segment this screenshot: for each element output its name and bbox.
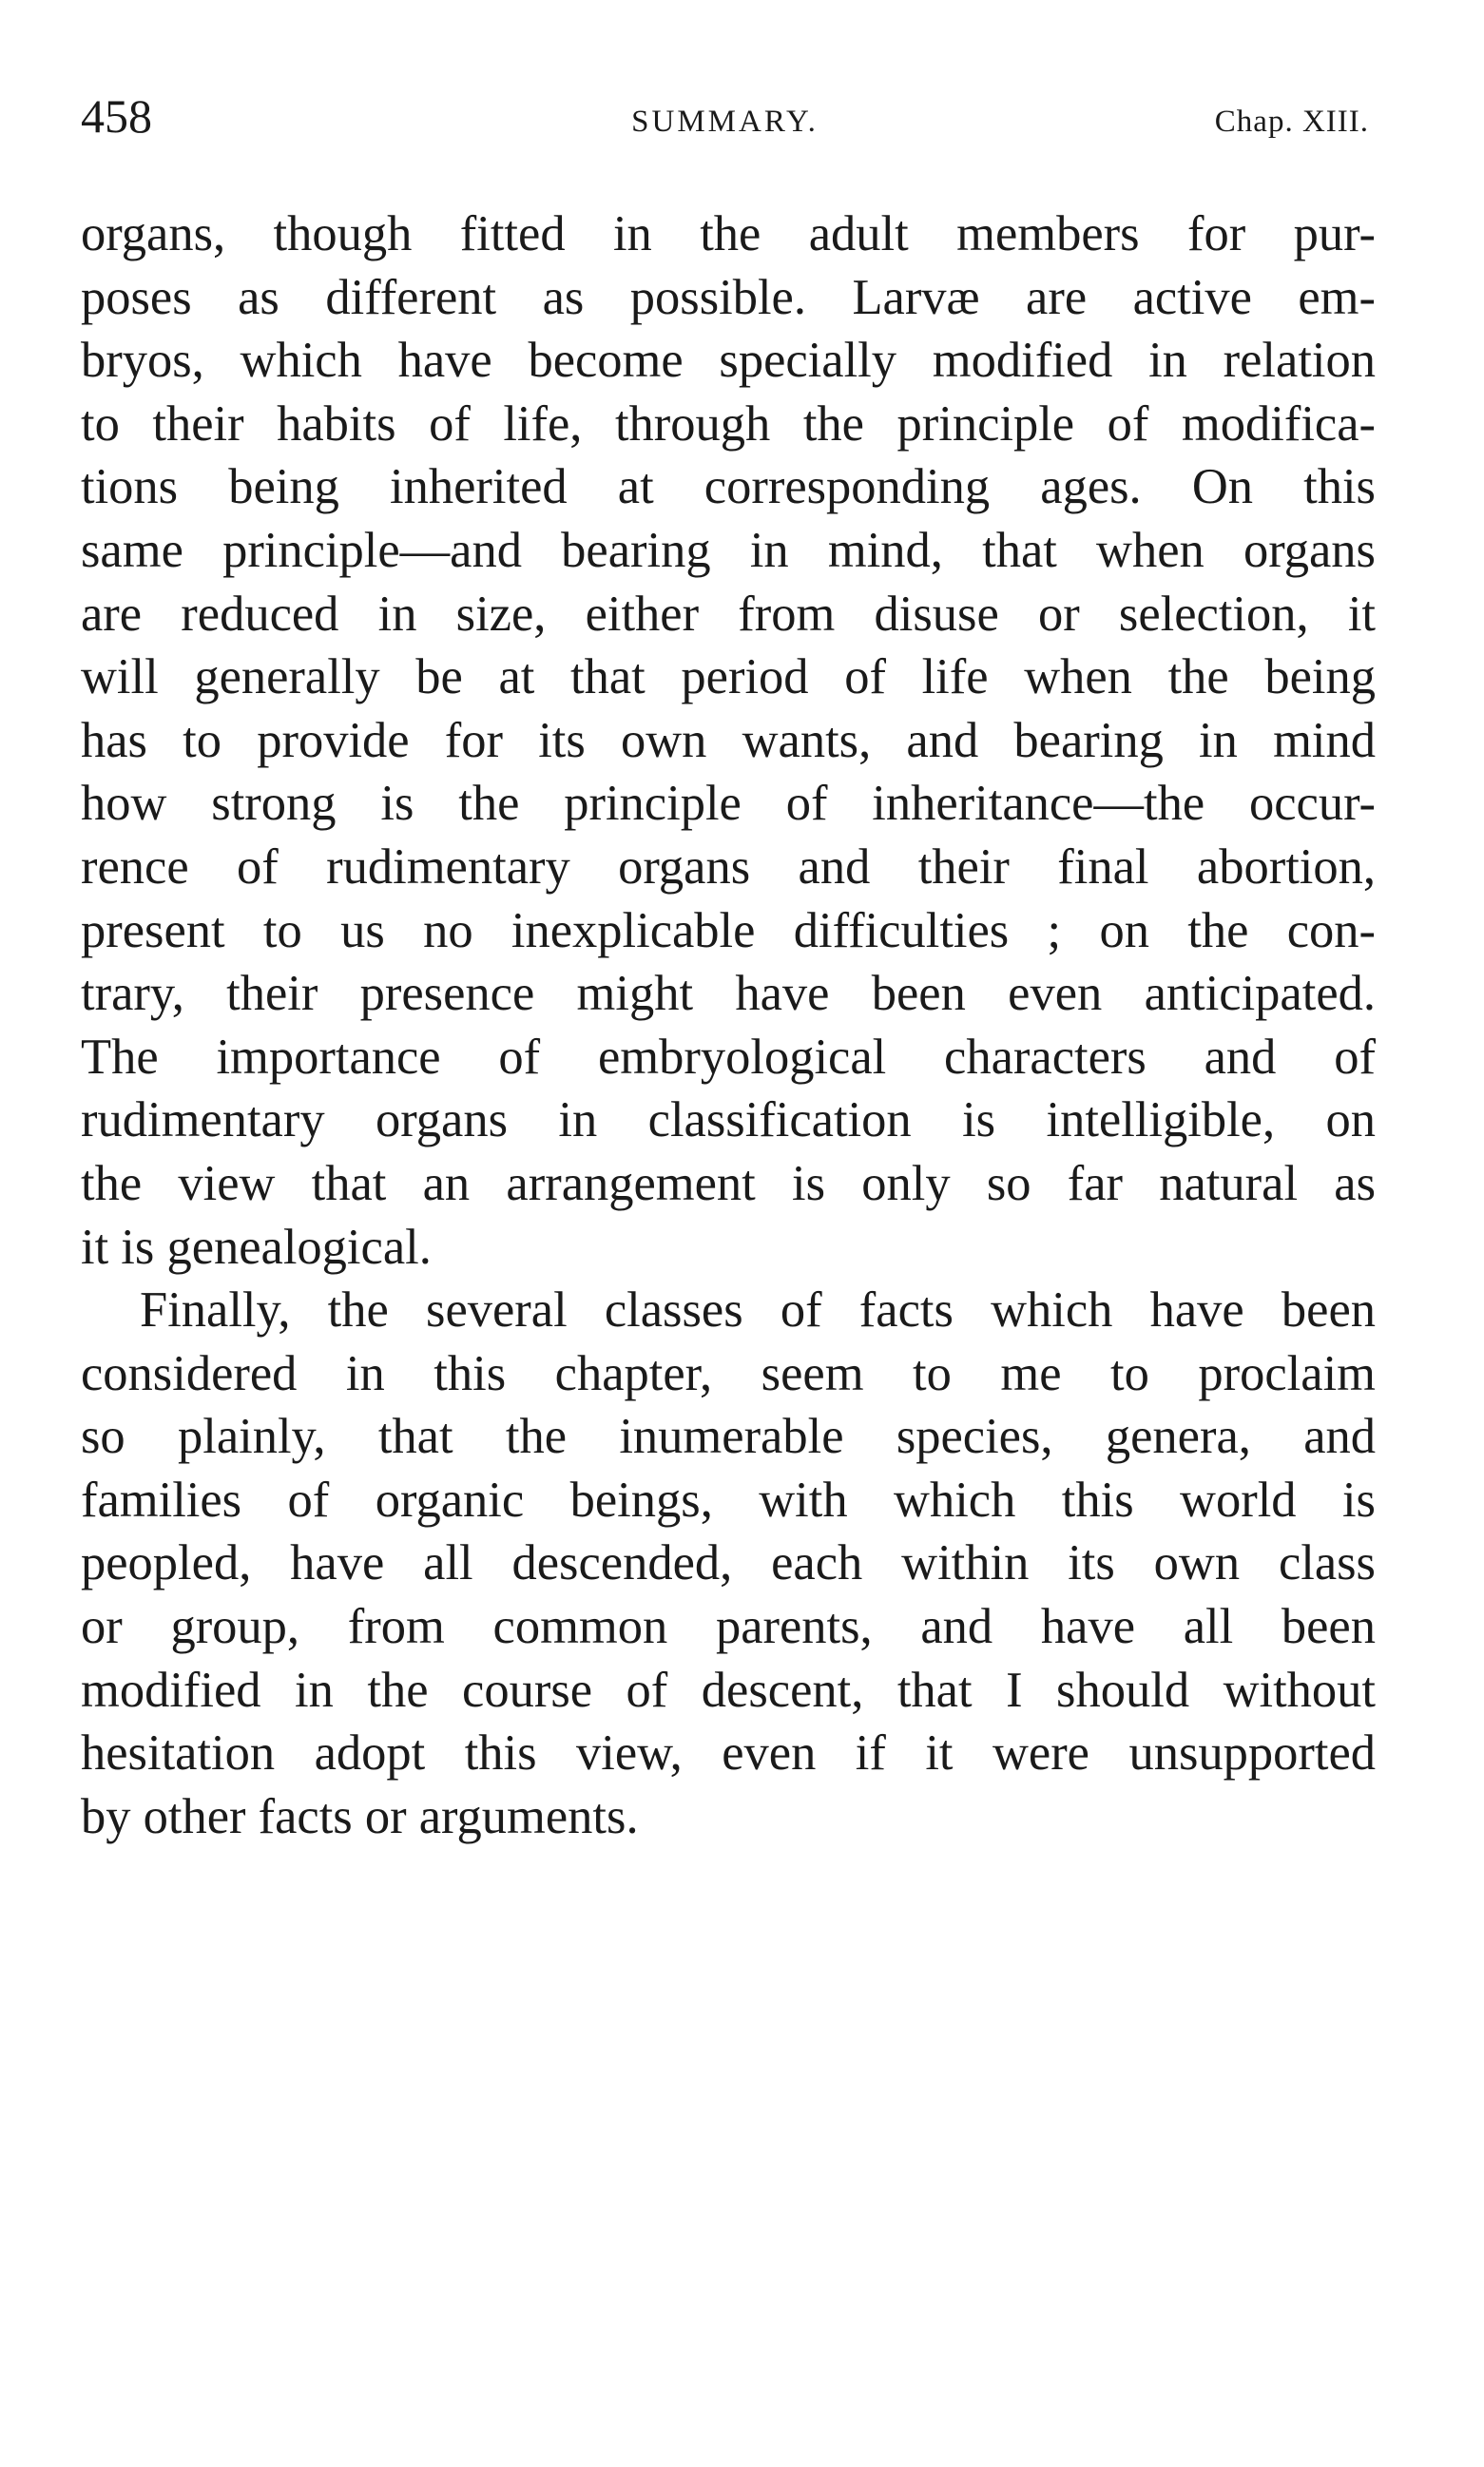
text-line: present to us no inexplicable difficulties ; on the con- xyxy=(81,902,1376,958)
text-line: rence of rudimentary organs and their final abortion, xyxy=(81,838,1376,895)
text-line: organs, though fitted in the adult members for pur- xyxy=(81,206,1376,261)
text-line: will generally be at that period of life when the being xyxy=(81,649,1376,705)
body-text xyxy=(81,202,1376,1848)
paragraph xyxy=(81,202,1376,1279)
text-line: tions being inherited at corresponding ages. On this xyxy=(81,459,1376,515)
text-line: has to provide for its own wants, and bearing in mind xyxy=(81,712,1376,768)
text-line: by other facts or arguments. xyxy=(81,1788,639,1844)
text-line: it is genealogical. xyxy=(81,1219,432,1275)
text-line: or group, from common parents, and have all been xyxy=(81,1599,1376,1655)
text-line: the view that an arrangement is only so far natural as xyxy=(81,1155,1376,1211)
text-line: Finally, the several classes of facts which have been xyxy=(140,1282,1376,1339)
text-line: are reduced in size, either from disuse or selection, it xyxy=(81,586,1376,642)
text-line: trary, their presence might have been even anticipated. xyxy=(81,966,1376,1022)
text-line: hesitation adopt this view, even if it were unsupported xyxy=(81,1725,1376,1782)
text-line: families of organic beings, with which this world is xyxy=(81,1472,1376,1528)
text-line: rudimentary organs in classification is intelligible, on xyxy=(81,1092,1376,1148)
text-line: modified in the course of descent, that I should without xyxy=(81,1662,1376,1718)
text-line: so plainly, that the inumerable species, genera, and xyxy=(81,1409,1376,1465)
text-line: to their habits of life, through the principle of modifica- xyxy=(81,395,1376,452)
chapter-label: Chap. XIII. xyxy=(1214,105,1369,139)
page-number: 458 xyxy=(81,89,152,143)
text-line: how strong is the principle of inheritance—the occur- xyxy=(81,776,1376,832)
text-line: same principle—and bearing in mind, that when organs xyxy=(81,522,1376,578)
paragraph xyxy=(81,1279,1376,1848)
text-line: poses as different as possible. Larvæ are active em- xyxy=(81,269,1376,325)
text-line: considered in this chapter, seem to me to proclaim xyxy=(81,1345,1376,1401)
text-line: bryos, which have become specially modified in relation xyxy=(81,333,1376,389)
section-title: SUMMARY. xyxy=(631,105,819,139)
running-head xyxy=(81,87,1369,145)
text-line: The importance of embryological characters and of xyxy=(81,1029,1376,1085)
text-line: peopled, have all descended, each within its own class xyxy=(81,1535,1376,1591)
